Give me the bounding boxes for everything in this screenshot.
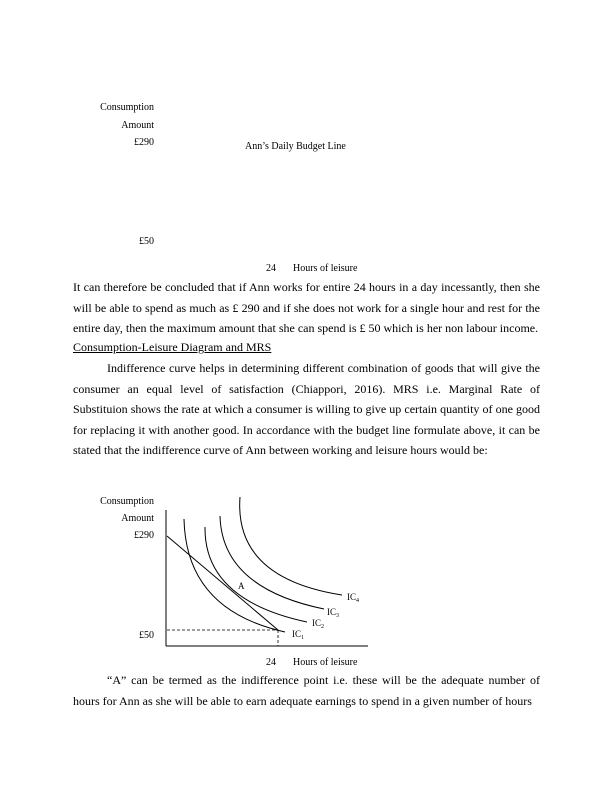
paragraph-indifference-point: “A” can be termed as the indifference point i.e. these will be the adequate number of hours for Ann as she will be able to earn adequate earnings to spend in a given number of hours [73,673,540,708]
indifference-curve-ic1 [184,519,285,632]
indifference-curve-ic3 [220,516,324,609]
fig2-y-bottom-value: £50 [139,630,154,641]
point-a-label: A [238,581,245,591]
fig1-title: Ann’s Daily Budget Line [245,141,346,152]
fig2-y-label-line2: Amount [121,513,154,524]
ic4-label: $IC_4$ [347,592,359,604]
indifference-curve-ic4 [240,497,342,595]
fig1-y-label-line1: Consumption [100,102,154,113]
fig1-x-value: 24 [266,263,276,274]
fig2-y-top-value: £290 [134,530,154,541]
indifference-curve-ic2 [205,527,307,622]
fig2-x-value: 24 [266,657,276,668]
section-heading: Consumption-Leisure Diagram and MRS [73,340,272,354]
fig1-y-label-line2: Amount [121,120,154,131]
paragraph-indifference: Indifference curve helps in determining different combination of goods that will give the consumer an equal level of satisfaction (Chiappori, 2016). MRS i.e. Marginal Rate of Substituion shows the rate at which a consumer is willing to give up certain quantity of one good for replacing it with another good. In accordance with the budget line formulate above, it can be stated that the indifference curve of Ann between working and leisure hours would be: [73,361,540,457]
ic2-label: $IC_2$ [312,618,324,630]
fig2-y-label-line1: Consumption [100,496,154,507]
paragraph-conclusion: It can therefore be concluded that if Ann works for entire 24 hours in a day incessantly, then she will be able to spend as much as £ 290 and if she does not work for a single hour and rest for the entire day, then the maximum amount that she can spend is £ 50 which is her non labour income. [73,280,540,335]
fig1-y-bottom-value: £50 [139,236,154,247]
budget-line [167,536,278,630]
ic1-label: $IC_1$ [292,629,304,641]
fig2-x-label: Hours of leisure [293,657,358,668]
fig1-y-top-value: £290 [134,137,154,148]
ic3-label: $IC_3$ [327,607,339,619]
fig1-x-label: Hours of leisure [293,263,358,274]
